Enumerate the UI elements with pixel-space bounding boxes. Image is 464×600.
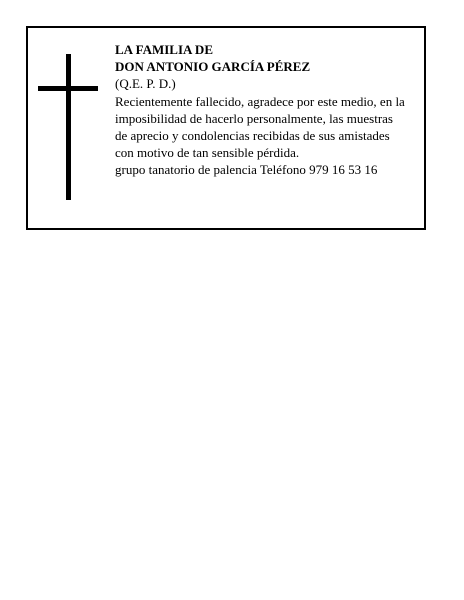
body-line-1: Recientemente fallecido, agradece por este medio, en la [115,93,405,109]
heading-line-1: LA FAMILIA DE [115,42,213,57]
body-line-3: de aprecio y condolencias recibidas de sus amistades [115,128,390,144]
rip-abbreviation: (Q.E. P. D.) [115,76,176,92]
obituary-notice [26,26,426,230]
heading-line-2: DON ANTONIO GARCÍA PÉREZ [115,59,311,75]
cross-vertical-bar [66,54,71,200]
footer-contact: grupo tanatorio de palencia Teléfono 979 16 53 16 [115,162,378,178]
cross-horizontal-bar [38,86,98,91]
body-line-4: con motivo de tan sensible pérdida. [115,145,300,161]
notice-text [115,41,427,179]
body-line-2: imposibilidad de hacerlo personalmente, las muestras [115,110,393,126]
cross-icon [38,54,98,200]
